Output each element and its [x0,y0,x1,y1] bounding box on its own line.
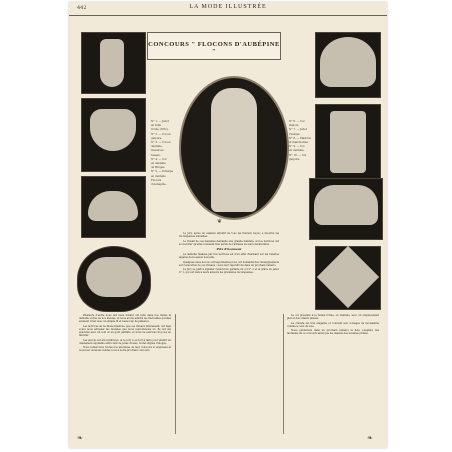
page-header [69,2,387,16]
bottom-ornament: ❧ [77,434,83,442]
caption-line: guipure. [151,136,163,140]
article-subhead: Prix d'honneur [216,246,242,251]
caption-line: Flocons [151,178,162,182]
article-paragraph: Le col présenté à la même forme, en dentelle, avec un empiècement plat et des volants plissés. [287,314,379,321]
caption-line: guipure. [289,157,301,161]
lace-jabot-cravate [330,111,366,173]
photo-echarpe [179,76,289,220]
article-paragraph: Le travail de ces dentelles demande une grande habileté, et nos lectrices ont su montrer qu'elles n'avaient rien perdu de l'adresse de leurs devancières. [179,239,279,246]
photo-col-fuseau [81,176,146,238]
caption-line: en tulle [151,124,161,128]
contest-banner [147,32,281,60]
caption-line: N° 8. — Plastron [289,136,312,140]
photo-col-danois [315,32,381,98]
caption-line: travail au [151,149,164,153]
caption-line: N° 7. — Jabot [289,128,307,132]
lace-jabot [100,39,124,87]
lace-echarpe [211,88,257,212]
caption-line: N° 6. — Col [289,120,305,123]
lace-col-guipure-right [317,246,379,308]
bottom-ornament: ❧ [367,434,373,442]
fleuron-ornament: ❦ [217,218,223,225]
lace-col-bruges [86,257,142,297]
caption-line: N° 2. — Col en [151,132,171,136]
caption-line: en dentelle. [289,149,305,153]
caption-line: en dentelle [151,174,166,178]
lace-col-guipure [90,109,136,151]
captions-right [289,120,317,162]
article-column-2 [179,232,279,434]
photo-col-guipure [81,98,146,172]
column-divider [283,314,284,434]
caption-line: N° 5. — Écharpe [151,170,174,174]
caption-line: et manchettes. [289,141,309,145]
caption-line: fuseau. [151,153,161,157]
photo-jabot-cravate [315,104,381,180]
caption-line: en dentelle [151,162,166,166]
article-paragraph: La dentelle réalisée par nos lectrices est d'un effet charmant sur les toilettes légères de la saison nouvelle. [179,252,279,260]
lace-plastron [314,185,378,225]
caption-line: Danois. [289,124,299,128]
article-paragraph: Quelques-unes de nos correspondantes nous ont demandé des renseignements sur l'exécution de ces travaux ; nous leur répondrons dans un prochain numéro. [179,260,279,267]
lace-col-fuseau [88,191,138,221]
caption-line: N° 10. — Col [289,153,307,157]
lace-col-danois [320,37,376,87]
caption-line: d'Aubépine. [151,183,167,187]
photo-col-guipure-right [315,246,381,310]
caption-line: brodé. (Prix). [151,128,169,132]
captions-left [151,120,179,187]
article-column-3 [287,314,379,434]
article-column-1 [79,314,171,434]
caption-line: N° 4. — Col [151,157,167,161]
article-paragraph: Le jury, après un examen attentif de tous les travaux reçus, a décerné les récompenses suivantes. [179,232,279,239]
article-paragraph: Les envois ont été nombreux, et le jury a eu fort à faire pour établir un classement équitable entre tant de jolies choses, toutes dignes d'éloges. [79,338,171,345]
article-paragraph: Nous publierons dans un prochain numéro la liste complète des lauréates de ce concours ainsi que les dessins des modèles primés. [287,329,379,336]
caption-line: de Bruges. [151,166,166,170]
magazine-title: LA MODE ILLUSTRÉE [189,4,267,10]
caption-line: Cravate. [289,132,301,136]
page-number: 442 [77,5,87,11]
caption-line: N° 1. — Jabot [151,120,169,123]
photo-jabot [81,32,146,94]
caption-line: dentelle, [151,145,163,149]
magazine-page [69,2,387,448]
article-paragraph: Le jury se plaît à signaler l'exécution parfaite du col n° 2 et la grâce du jabot n° 1, qui ont valu à leurs auteurs les premières récompenses. [179,268,279,275]
photo-col-bruges [77,246,151,312]
caption-line: N° 9. — Col [289,145,305,149]
column-divider [175,314,176,434]
article-paragraph: Les lectrices de La Mode Illustrée, que ces travaux intéressent, ont bien voulu nous adresser les modèles que nous reproduisons ici. Ils ont été exécutés avec un soin et un goût parfaits, et nous ne saurions trop les en féliciter. [79,324,171,338]
article-paragraph: Nous remercions toutes nos abonnées de leur concours si empressé et nous leur donnons rendez-vous à notre prochain concours. [79,346,171,353]
article-paragraph: La cravate est très élégante et convient aux corsages de mousseline comme à ceux de soie. [287,321,379,328]
article-paragraph: Plusieurs d'entre nous des mois durant ont tenu dans nos mains la dentelle si fine de nos aïeules, et nous avons admiré les merveilles qu'elles savaient créer avec un simple fil et beaucoup de patience. [79,314,171,324]
contest-title: CONCOURS " FLOCONS D'AUBÉPINE " [148,41,280,55]
caption-line: N° 3. — Col en [151,141,171,145]
photo-plastron [309,178,383,240]
